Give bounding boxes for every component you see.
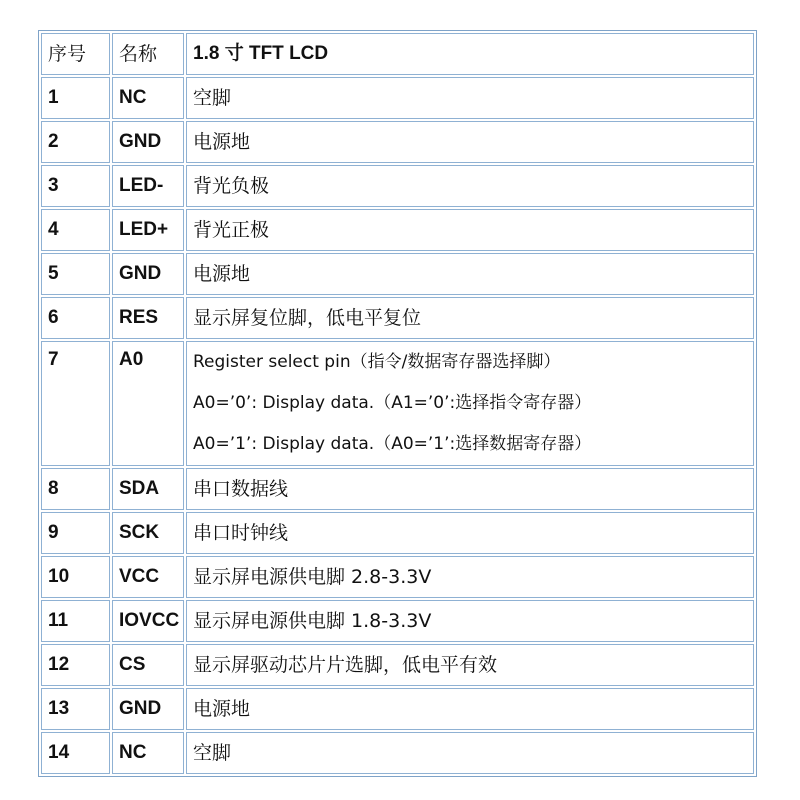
pin-number: 12 (41, 644, 110, 686)
pin-number: 3 (41, 165, 110, 207)
pin-name: SCK (112, 512, 184, 554)
table-row (41, 732, 754, 774)
header-title: 1.8 寸 TFT LCD (186, 33, 754, 75)
pin-number: 2 (41, 121, 110, 163)
table-row (41, 468, 754, 510)
pin-description: 空脚 (186, 732, 754, 774)
pin-name: GND (112, 121, 184, 163)
pin-number: 4 (41, 209, 110, 251)
pin-description: 空脚 (186, 77, 754, 119)
pin-name: SDA (112, 468, 184, 510)
pin-description: 显示屏驱动芯片片选脚，低电平有效 (186, 644, 754, 686)
table-row (41, 512, 754, 554)
table-row (41, 121, 754, 163)
pin-description: 电源地 (186, 121, 754, 163)
header-name: 名称 (112, 33, 184, 75)
pin-definition-sheet (38, 30, 757, 777)
pin-name: GND (112, 688, 184, 730)
pin-description: 电源地 (186, 688, 754, 730)
table-row (41, 297, 754, 339)
a0-one-line: A0=’1’: Display data.（A0=’1’:选择数据寄存器） (193, 434, 592, 454)
table-row (41, 165, 754, 207)
table-row (41, 77, 754, 119)
header-index: 序号 (41, 33, 110, 75)
table-header-row (41, 33, 754, 75)
pin-number: 11 (41, 600, 110, 642)
register-select-line: Register select pin（指令/数据寄存器选择脚） (193, 352, 561, 372)
pin-number: 9 (41, 512, 110, 554)
table-row (41, 253, 754, 295)
pin-description: 显示屏电源供电脚 1.8-3.3V (186, 600, 754, 642)
pin-name: CS (112, 644, 184, 686)
pin-number: 6 (41, 297, 110, 339)
table-row (41, 209, 754, 251)
pin-name: VCC (112, 556, 184, 598)
pin-description: 显示屏复位脚，低电平复位 (186, 297, 754, 339)
pin-description: 串口数据线 (186, 468, 754, 510)
pin-name: LED- (112, 165, 184, 207)
pin-description: 电源地 (186, 253, 754, 295)
table-row (41, 600, 754, 642)
pin-number: 14 (41, 732, 110, 774)
pin-number: 1 (41, 77, 110, 119)
pin-description: 显示屏电源供电脚 2.8-3.3V (186, 556, 754, 598)
pin-number: 8 (41, 468, 110, 510)
pin-number: 13 (41, 688, 110, 730)
pin-name: LED+ (112, 209, 184, 251)
table-row (41, 341, 754, 466)
pin-description: 背光负极 (186, 165, 754, 207)
pin-description: 背光正极 (186, 209, 754, 251)
pin-name: NC (112, 77, 184, 119)
a0-zero-line: A0=’0’: Display data.（A1=’0’:选择指令寄存器） (193, 393, 592, 413)
pin-description (186, 341, 754, 466)
pin-name: NC (112, 732, 184, 774)
pin-number: 10 (41, 556, 110, 598)
pin-name: IOVCC (112, 600, 184, 642)
pin-description: 串口时钟线 (186, 512, 754, 554)
table-row (41, 556, 754, 598)
pin-number: 5 (41, 253, 110, 295)
table-row (41, 644, 754, 686)
pin-name: GND (112, 253, 184, 295)
pin-name: A0 (112, 341, 184, 466)
pin-table (39, 31, 756, 776)
table-row (41, 688, 754, 730)
pin-number: 7 (41, 341, 110, 466)
pin-name: RES (112, 297, 184, 339)
